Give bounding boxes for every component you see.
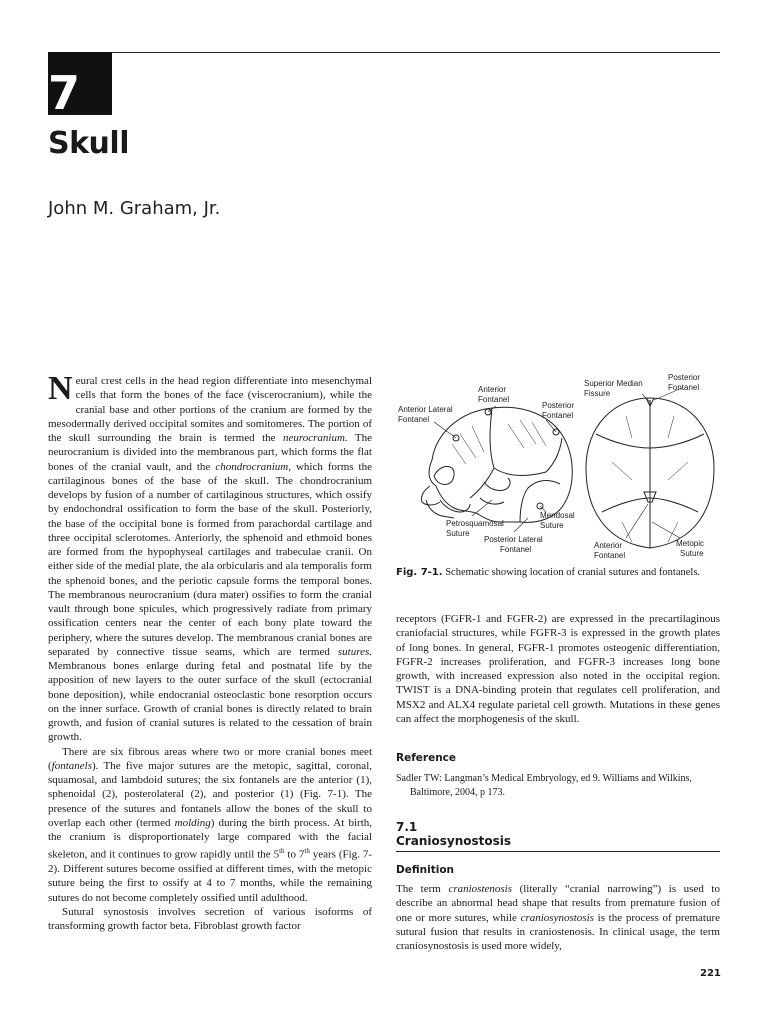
label-posterior-lateral-fontanel: Posterior Lateral Fontanel (484, 535, 543, 554)
intro-paragraph-3: Sutural synostosis involves secretion of various isoforms of transforming growth factor beta. Fibroblast growth factor (48, 905, 372, 933)
reference-entry: Sadler TW: Langman’s Medical Embryology, ed 9. Williams and Wilkins, Baltimore, 2004, p 173. (396, 773, 692, 798)
section-title: Craniosynostosis (396, 834, 511, 848)
label-anterior-lateral-fontanel: Anterior Lateral Fontanel (398, 405, 453, 424)
chapter-number: 7 (48, 66, 81, 120)
right-column (396, 612, 720, 726)
reference-heading: Reference (396, 752, 457, 764)
section-number: 7.1 (396, 820, 418, 834)
definition-heading: Definition (396, 864, 455, 876)
label-posterior-fontanel-top: Posterior Fontanel (668, 373, 701, 392)
top-skull-drawing (586, 398, 714, 548)
label-superior-median-fissure: Superior Median Fissure (584, 379, 643, 398)
figure-caption: Fig. 7-1. Schematic showing location of cranial sutures and fontanels. (396, 567, 701, 578)
figure-id: Fig. 7-1. (396, 567, 443, 578)
left-column (48, 370, 372, 933)
page-number: 221 (700, 968, 721, 979)
intro-paragraph-2: There are six fibrous areas where two or more cranial bones meet (fontanels). The five major sutures are the metopic, sagittal, coronal, squamosal, and lambdoid sutures; the six fontanels are the anterior (1), sphenoidal (2), posterolateral (2), and posterior (1) (Fig. 7-1). The presence of the sutures and fontanels allow the bones of the skull to overlap each other (termed molding) during the birth process. At birth, the cranium is disproportionately large compared with the facial skeleton, and it continues to grow rapidly until the 5th to 7th years (Fig. 7-2). Different sutures become ossified at different times, with the metopic suture being the first to ossify at 4 to 7 months, while the remaining sutures do not become completely ossified until adulthood. (48, 745, 372, 904)
label-petrosquamosal-suture: Petrosquamosal Suture (446, 519, 504, 538)
label-mendosal-suture: Mendosal Suture (540, 511, 575, 530)
top-leader-lines (626, 388, 682, 538)
chapter-author: John M. Graham, Jr. (48, 198, 221, 219)
right-paragraph-1: receptors (FGFR-1 and FGFR-2) are expressed in the precartilaginous craniofacial structures, while FGFR-3 is expressed in the growth plates of long bones. In general, FGFR-1 promotes osteogenic differentiation, FGFR-2 increases proliferation, and FGFR-3 increases long bone growth, with increased expression also noted in the occipital region. TWIST is a DNA-binding protein that regulates cell proliferation, and MSX2 and ALX4 regulate parietal cell growth. Mutations in these genes can affect the morphogenesis of the skull. (396, 613, 720, 725)
definition-paragraph: The term craniostenosis (literally “cranial narrowing”) is used to describe an abnormal head shape that results from premature fusion of one or more sutures, while craniosynostosis is the process of premature sutural fusion that results in craniostenosis. In clinical usage, the term craniosynostosis is used more widely, (396, 883, 721, 952)
label-posterior-fontanel-side: Posterior Fontanel (542, 401, 575, 420)
skull-sutures-figure (396, 372, 720, 562)
section-rule (396, 851, 720, 852)
label-metopic-suture: Metopic Suture (676, 539, 705, 558)
label-anterior-fontanel-top: Anterior Fontanel (594, 541, 626, 560)
intro-paragraph-1: Neural crest cells in the head region differentiate into mesenchymal cells that form the bones of the face (viscerocranium), while the cranial base and other portions of the cranium are formed by the mesodermally derived occipital somites and somitomeres. The portion of the skull surrounding the brain is termed the neurocranium. The neurocranium is divided into the membranous part, which forms the flat bones of the cranial vault, and the chondrocranium, which forms the cartilaginous bones of the base of the skull. The chondrocranium develops by fusion of a number of cartilaginous structures, which ossify by endochondral ossification to form the base of the skull. Posteriorly, the base of the occipital bone is formed from parachordal cartilage and three occipital sclerotomes. Anteriorly, the sphenoid and ethmoid bones are formed from the hypophyseal cartilages and trabeculae cranii. On either side of the medial plate, the ala orbicularis and ala temporalis form the sphenoid bones, and the periotic capsule forms the temporal bones. The membranous neurocranium (dura mater) ossifies to form the cranial vault through bone spicules, which progressively radiate from primary ossification centers near the center of each bony plate toward the periphery, where the sutures develop. The membranous cranial bones are separated by connective tissue seams, which are termed sutures. Membranous bones enlarge during fetal and postnatal life by the apposition of new layers to the outer surface of the skull (ectocranial bone deposition), while endocranial osteoclastic bone resorption occurs on the inner surface. Growth of cranial bones is directly related to brain growth, and fusion of cranial sutures is related to the cessation of brain growth. (48, 370, 372, 744)
label-anterior-fontanel: Anterior Fontanel (478, 385, 510, 404)
drop-cap: N (48, 370, 73, 407)
top-rule (48, 52, 720, 53)
chapter-title: Skull (48, 126, 129, 161)
